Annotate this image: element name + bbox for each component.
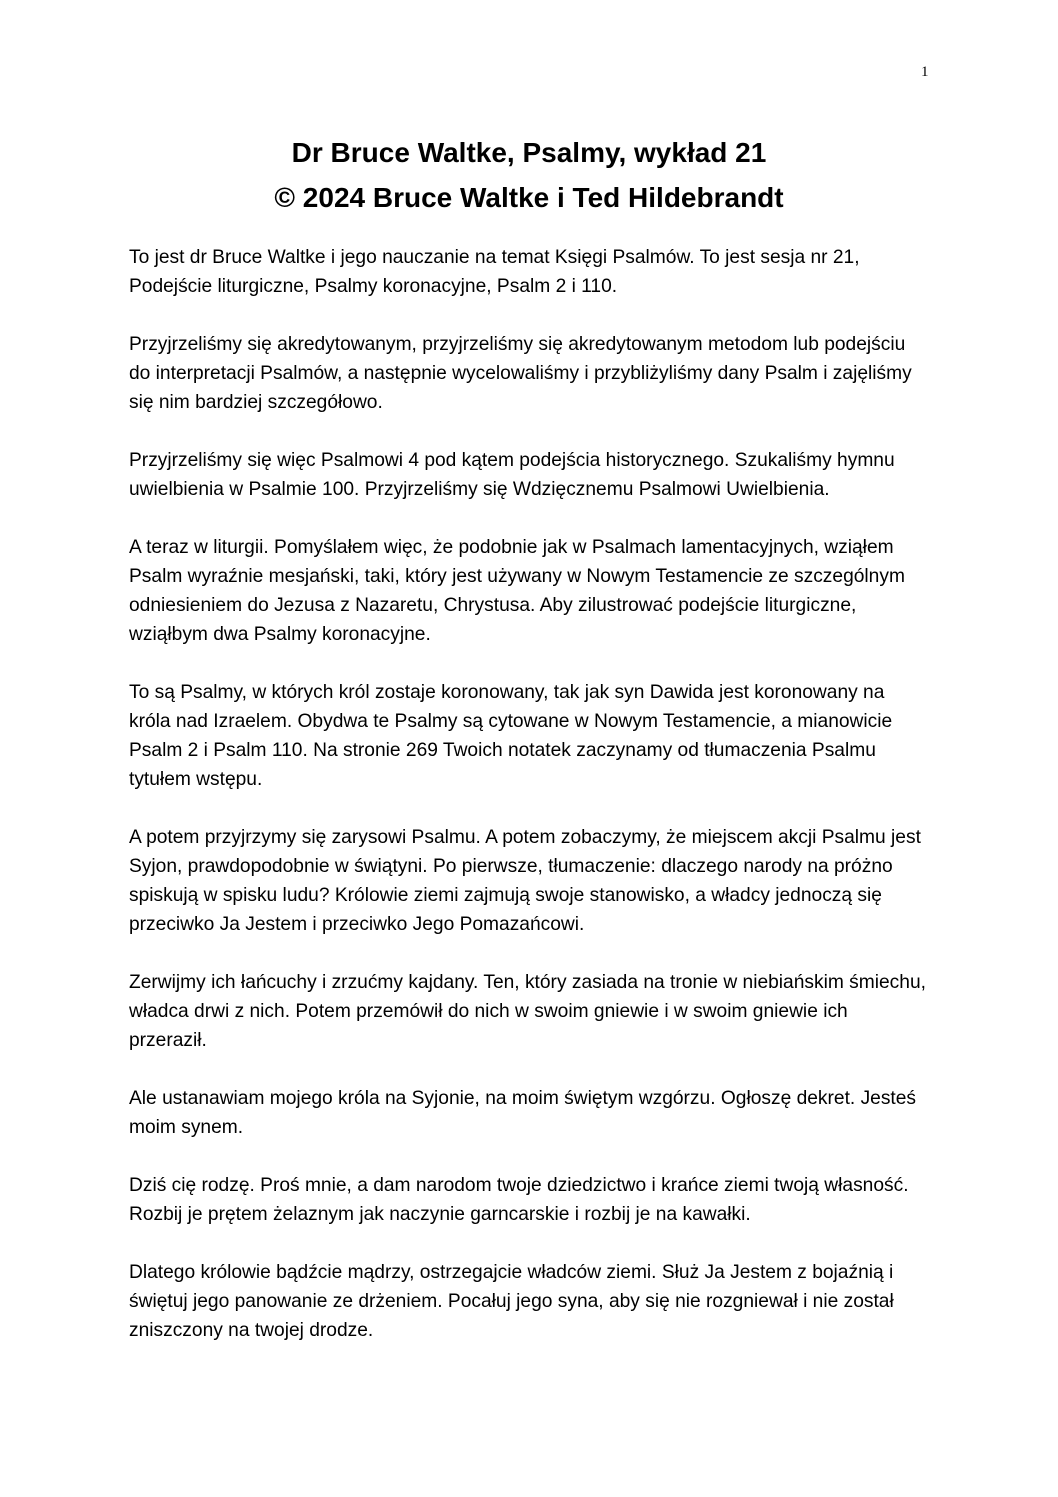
- paragraph-3: Przyjrzeliśmy się więc Psalmowi 4 pod kątem podejścia historycznego. Szukaliśmy hymnu uwielbienia w Psalmie 100. Przyjrzeliśmy się Wdzięcznemu Psalmowi Uwielbienia.: [129, 450, 895, 500]
- paragraph-5: To są Psalmy, w których król zostaje koronowany, tak jak syn Dawida jest koronowany na króla nad Izraelem. Obydwa te Psalmy są cytowane w Nowym Testamencie, a mianowicie Psalm 2 i Psalm 110. Na stronie 269 Twoich notatek zaczynamy od tłumaczenia Psalmu tytułem wstępu.: [129, 682, 893, 790]
- paragraph-2: Przyjrzeliśmy się akredytowanym, przyjrzeliśmy się akredytowanym metodom lub podejściu do interpretacji Psalmów, a następnie wycelowaliśmy i przybliżyliśmy dany Psalm i zajęliśmy się nim bardziej szczegółowo.: [129, 334, 912, 413]
- title-line-1: Dr Bruce Waltke, Psalmy, wykład 21: [291, 137, 767, 168]
- paragraph-1: To jest dr Bruce Waltke i jego nauczanie na temat Księgi Psalmów. To jest sesja nr 21, Podejście liturgiczne, Psalmy koronacyjne, Psalm 2 i 110.: [129, 247, 860, 297]
- document-title: [0, 130, 1058, 220]
- title-line-2: © 2024 Bruce Waltke i Ted Hildebrandt: [274, 182, 784, 213]
- paragraph-4: A teraz w liturgii. Pomyślałem więc, że podobnie jak w Psalmach lamentacyjnych, wziąłem Psalm wyraźnie mesjański, taki, który jest używany w Nowym Testamencie ze szczególnym odniesieniem do Jezusa z Nazaretu, Chrystusa. Aby zilustrować podejście liturgiczne, wziąłbym dwa Psalmy koronacyjne.: [129, 537, 905, 645]
- paragraph-10: Dlatego królowie bądźcie mądrzy, ostrzegajcie władców ziemi. Służ Ja Jestem z bojaźnią i świętuj jego panowanie ze drżeniem. Pocałuj jego syna, aby się nie rozgniewał i nie został zniszczony na twojej drodze.: [129, 1262, 894, 1341]
- paragraph-7: Zerwijmy ich łańcuchy i zrzućmy kajdany. Ten, który zasiada na tronie w niebiańskim śmiechu, władca drwi z nich. Potem przemówił do nich w swoim gniewie i w swoim gniewie ich przeraził.: [129, 972, 926, 1051]
- paragraph-8: Ale ustanawiam mojego króla na Syjonie, na moim świętym wzgórzu. Ogłoszę dekret. Jesteś moim synem.: [129, 1088, 917, 1138]
- document-body: [129, 243, 929, 1374]
- paragraph-6: A potem przyjrzymy się zarysowi Psalmu. A potem zobaczymy, że miejscem akcji Psalmu jest Syjon, prawdopodobnie w świątyni. Po pierwsze, tłumaczenie: dlaczego narody na próżno spiskują w spisku ludu? Królowie ziemi zajmują swoje stanowisko, a władcy jednoczą się przeciwko Ja Jestem i przeciwko Jego Pomazańcowi.: [129, 827, 921, 935]
- page-number: 1: [921, 64, 929, 80]
- paragraph-9: Dziś cię rodzę. Proś mnie, a dam narodom twoje dziedzictwo i krańce ziemi twoją własność. Rozbij je prętem żelaznym jak naczynie garncarskie i rozbij je na kawałki.: [129, 1175, 909, 1225]
